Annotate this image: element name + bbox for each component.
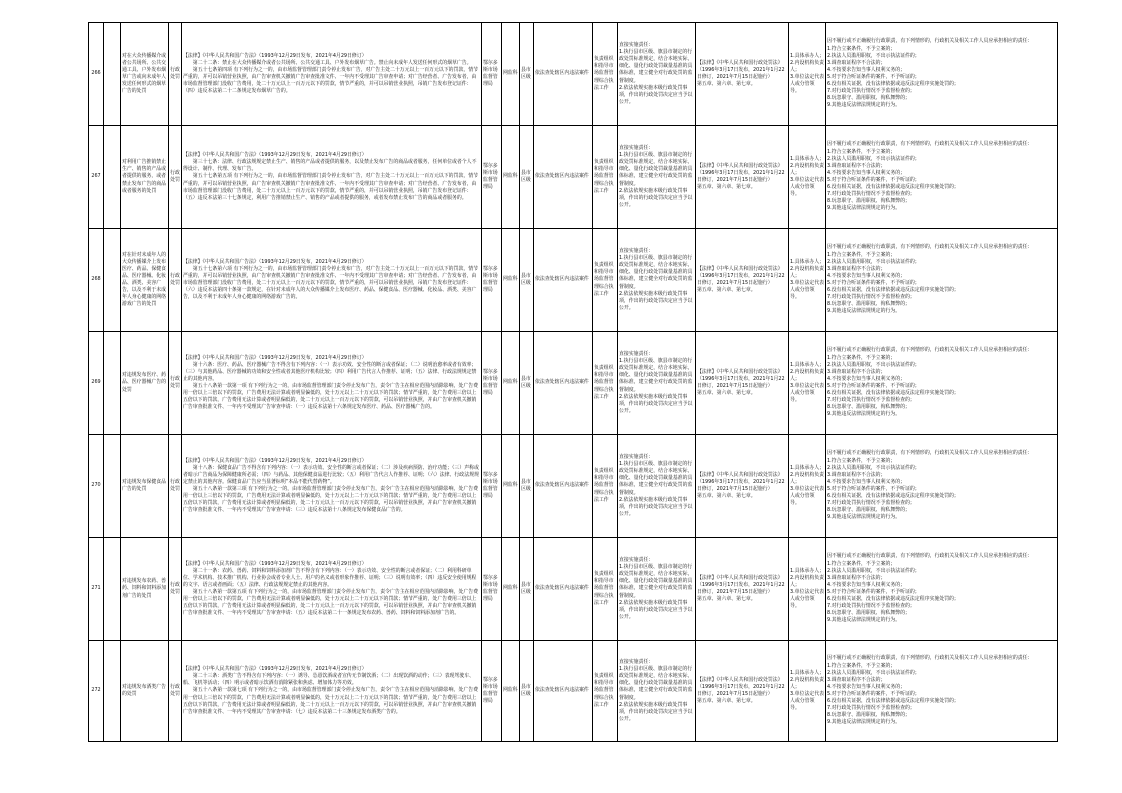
item-code: [104, 641, 121, 742]
accountability-cases-line: 4.不按要求告知当事人权利义务的；: [827, 169, 906, 176]
legal-basis: [182, 229, 482, 332]
exercise-level: 县市区级: [520, 332, 534, 435]
accountability-cases-line: 4.不按要求告知当事人权利义务的；: [827, 375, 906, 382]
responsible-duty: 负责组织和指导市场监督管理综合执法工作: [593, 641, 618, 742]
accountability-cases-line: 8.玩忽职守、滥用职权、徇私舞弊的；: [827, 95, 910, 102]
accountability-cases-line: 2.执法人员滥用职权，不出示执法证件的；: [827, 155, 920, 162]
accountability-cases-line: 8.玩忽职守、滥用职权、徇私舞弊的；: [827, 198, 910, 205]
accountability-cases-line: 9.其他违反法律法规规定的行为。: [827, 308, 901, 315]
direct-responsibility-line: 2.依法依规实施本级行政处罚事项，作出的行政处罚决定应当予以公开。: [619, 496, 693, 517]
accountability-cases-line: 6.没有相关证据，没有法律依据或违反法定程序实施处罚的；: [827, 81, 959, 88]
responsible-duty: 负责组织和指导市场监督管理综合执法工作: [593, 435, 618, 538]
exercise-scope: 依法查处辖区内违法案件: [534, 435, 593, 538]
accountable-persons: [789, 538, 826, 641]
legal-basis-line: 第十八条：保健食品广告不得含有下列内容：（一）表示功效、安全性的断言或者保证；（二）涉及疾病预防、治疗功能；（三）声称或者暗示广告商品为保障健康所必需；（四）与药品、其他保健食品进行比较；（五）利用广告代言人作推荐、证明；（六）法律、行政法规规定禁止的其他内容。保健食品广告应当显著标明“本品不能代替药物”。: [183, 464, 479, 485]
accountability-cases-line: 7.对行政处罚执行情况不予监督检查的；: [827, 397, 915, 404]
direct-responsibility-line: 1.执行县市区级、旗县市制定的行政处罚标准规定，结合本地实际，细化、量化行政处罚裁量基准的具体标准，建立健全对行政处罚的监督制度。: [619, 564, 693, 599]
accountability-cases-line: 4.不按要求告知当事人权利义务的；: [827, 478, 906, 485]
accountability-cases-line: 7.对行政处罚执行情况不予监督检查的；: [827, 88, 915, 95]
item-name: 对违规发布农药、兽药、饲料和饲料添加剂广告的处罚: [121, 538, 169, 641]
accountability-cases: [826, 23, 1058, 126]
direct-responsibility-line: 直接实施责任：: [619, 557, 654, 563]
enforcement-subject: 鄂尔多斯市场监督管理局: [482, 332, 502, 435]
accountability-cases-line: 因不履行或不正确履行行政职责，有下列情形的，行政机关及相关工作人员应承担相应的责任：: [827, 347, 1033, 354]
direct-responsibility-line: 2.依法依规实施本级行政处罚事项，作出的行政处罚决定应当予以公开。: [619, 187, 693, 208]
responsibility-basis: [696, 229, 789, 332]
row-number: 269: [89, 332, 104, 435]
responsibility-basis-line: 【法律】《中华人民共和国行政处罚法》（1996年3月17日发布，2021年1月22日修订，2021年7月15日起施行）: [697, 59, 785, 80]
table-row: [89, 229, 1058, 332]
accountability-cases-line: 7.对行政处罚执行情况不予监督检查的；: [827, 191, 915, 198]
direct-responsibility-line: 1.执行县市区级、旗县市制定的行政处罚标准规定，结合本地实际，细化、量化行政处罚裁量基准的具体标准，建立健全对行政处罚的监督制度。: [619, 666, 693, 701]
table-row: [89, 435, 1058, 538]
accountability-cases-line: 7.对行政处罚执行情况不予监督检查的；: [827, 500, 915, 507]
accountability-cases-line: 1.符合立案条件，不予立案的；: [827, 148, 896, 155]
responsibility-basis-line: 【法律】《中华人民共和国行政处罚法》（1996年3月17日发布，2021年1月22日修订，2021年7月15日起施行）: [697, 368, 785, 389]
legal-basis: [182, 23, 482, 126]
responsibility-basis: [696, 641, 789, 742]
item-name: 对违规发布保健食品广告的处罚: [121, 435, 169, 538]
accountability-cases-line: 2.执法人员滥用职权，不出示执法证件的；: [827, 464, 920, 471]
accountable-persons-line: 2.内设机构负责人；: [790, 471, 825, 485]
direct-responsibility-line: 直接实施责任：: [619, 454, 654, 460]
accountability-cases-line: 因不履行或不正确履行行政职责，有下列情形的，行政机关及相关工作人员应承担相应的责任：: [827, 655, 1033, 662]
responsible-duty: 负责组织和指导市场监督管理综合执法工作: [593, 229, 618, 332]
direct-responsibility-line: 2.依法依规实施本级行政处罚事项，作出的行政处罚决定应当予以公开。: [619, 290, 693, 311]
accountable-persons: [789, 435, 826, 538]
row-number: 272: [89, 641, 104, 742]
accountability-cases-line: 6.没有相关证据，没有法律依据或违反法定程序实施处罚的；: [827, 390, 959, 397]
exercise-scope: 依法查处辖区内违法案件: [534, 229, 593, 332]
responsibility-basis-line: 【法律】《中华人民共和国行政处罚法》（1996年3月17日发布，2021年1月22日修订，2021年7月15日起施行）: [697, 676, 785, 697]
responsibility-basis-line: 第五章、第六章、第七章。: [697, 81, 756, 88]
accountable-persons-line: 3.单位法定代表人或分管领导。: [790, 74, 825, 95]
responsible-dept: 网监科: [502, 641, 520, 742]
direct-responsibility: [618, 538, 696, 641]
accountability-cases-line: 3.调查取证程序不合法的；: [827, 471, 886, 478]
responsible-duty: 负责组织和指导市场监督管理综合执法工作: [593, 332, 618, 435]
row-number: 271: [89, 538, 104, 641]
responsibility-basis-line: 【法律】《中华人民共和国行政处罚法》（1996年3月17日发布，2021年1月22日修订，2021年7月15日起施行）: [697, 471, 785, 492]
accountability-cases-line: 9.其他违反法律法规规定的行为。: [827, 514, 901, 521]
direct-responsibility-line: 直接实施责任：: [619, 351, 654, 357]
table-body: [89, 23, 1058, 742]
accountable-persons-line: 1.具体承办人；: [790, 52, 825, 59]
item-type: 行政处罚: [169, 23, 182, 126]
direct-responsibility-line: 1.执行县市区级、旗县市制定的行政处罚标准规定，结合本地实际，细化、量化行政处罚裁量基准的具体标准，建立健全对行政处罚的监督制度。: [619, 358, 693, 393]
accountable-persons: [789, 229, 826, 332]
accountable-persons-line: 1.具体承办人；: [790, 669, 825, 676]
direct-responsibility-line: 2.依法依规实施本级行政处罚事项，作出的行政处罚决定应当予以公开。: [619, 84, 693, 105]
accountable-persons: [789, 641, 826, 742]
item-name: 对违规发布医疗、药品、医疗器械广告的处罚: [121, 332, 169, 435]
accountability-cases-line: 6.没有相关证据，没有法律依据或违反法定程序实施处罚的；: [827, 596, 959, 603]
item-name: 对在针对未成年人的大众传播媒介上发布医疗、药品、保健食品、医疗器械、化妆品、酒类、美容广告，以及不利于未成年人身心健康的网络游戏广告的处罚: [121, 229, 169, 332]
direct-responsibility-line: 2.依法依规实施本级行政处罚事项，作出的行政处罚决定应当予以公开。: [619, 599, 693, 620]
accountable-persons-line: 2.内设机构负责人；: [790, 676, 825, 690]
legal-basis-line: 第二十二条：禁止在大众传播媒介或者公共场所、公共交通工具、户外发布烟草广告。禁止向未成年人发送任何形式的烟草广告。: [192, 59, 472, 66]
enforcement-subject: 鄂尔多斯市场监督管理局: [482, 23, 502, 126]
legal-basis-line: 第十六条：医疗、药品、医疗器械广告不得含有下列内容：（一）表示功效、安全性的断言或者保证；（二）说明治愈率或者有效率；（三）与其他药品、医疗器械的功效和安全性或者其他医疗机构比较；（四）利用广告代言人作推荐、证明；（五）法律、行政法规规定禁止的其他内容。: [183, 361, 477, 382]
table-row: [89, 641, 1058, 742]
accountability-cases-line: 1.符合立案条件，不予立案的；: [827, 354, 896, 361]
item-type: 行政处罚: [169, 126, 182, 229]
responsibility-basis: [696, 435, 789, 538]
accountability-cases: [826, 435, 1058, 538]
responsibility-basis-line: 第五章、第六章、第七章。: [697, 390, 756, 397]
exercise-scope: 依法查处辖区内违法案件: [534, 641, 593, 742]
responsibility-basis-line: 【法律】《中华人民共和国行政处罚法》（1996年3月17日发布，2021年1月22日修订，2021年7月15日起施行）: [697, 162, 785, 183]
accountability-cases: [826, 229, 1058, 332]
legal-basis-line: 第五十七条第六项 有下列行为之一的，由市场监督管理部门责令停止发布广告，对广告主处二十万元以上一百万元以下的罚款，情节严重的，并可以吊销营业执照，由广告审查机关撤销广告审查批准文件、一年内不受理其广告审查申请；对广告经营者、广告发布者，由市场监督管理部门没收广告费用，处二十万元以上一百万元以下的罚款，情节严重的，并可以吊销营业执照，吊销广告发布登记证件：（六）违反本法第四十条第一款规定，在针对未成年人的大众传播媒介上发布医疗、药品、保健食品、医疗器械、化妆品、酒类、美容广告，以及不利于未成年人身心健康的网络游戏广告的。: [183, 265, 479, 301]
direct-responsibility-line: 1.执行县市区级、旗县市制定的行政处罚标准规定，结合本地实际，细化、量化行政处罚裁量基准的具体标准，建立健全对行政处罚的监督制度。: [619, 152, 693, 187]
exercise-level: 县市区级: [520, 126, 534, 229]
accountability-cases-line: 6.没有相关证据，没有法律依据或违反法定程序实施处罚的；: [827, 698, 959, 705]
accountability-cases-line: 8.玩忽职守、滥用职权、徇私舞弊的；: [827, 404, 910, 411]
direct-responsibility-line: 1.执行县市区级、旗县市制定的行政处罚标准规定，结合本地实际，细化、量化行政处罚裁量基准的具体标准，建立健全对行政处罚的监督制度。: [619, 49, 693, 84]
accountability-cases-line: 9.其他违反法律法规规定的行为。: [827, 205, 901, 212]
item-code: [104, 332, 121, 435]
accountable-persons-line: 2.内设机构负责人；: [790, 265, 825, 279]
direct-responsibility-line: 1.执行县市区级、旗县市制定的行政处罚标准规定，结合本地实际，细化、量化行政处罚裁量基准的具体标准，建立健全对行政处罚的监督制度。: [619, 461, 693, 496]
legal-basis-line: 【法律】《中华人民共和国广告法》（1993年12月29日发布，2021年4月29日修订）: [183, 560, 367, 567]
legal-basis-line: 第五十八条第一款第七项 有下列行为之一的，由市场监督管理部门责令停止发布广告，责令广告主在相应范围内消除影响，处广告费用一倍以上三倍以下的罚款，广告费用无法计算或者明显偏低的，处十万元以上二十万元以下的罚款；情节严重的，处广告费用三倍以上五倍以下的罚款，广告费用无法计算或者明显偏低的，处二十万元以上一百万元以下的罚款，可以吊销营业执照，并由广告审查机关撤销广告审查批准文件、一年内不受理其广告审查申请：（七）违反本法第二十三条规定发布酒类广告的。: [183, 687, 479, 715]
accountability-cases-line: 1.符合立案条件，不予立案的；: [827, 45, 896, 52]
accountability-cases-line: 6.没有相关证据，没有法律依据或违反法定程序实施处罚的；: [827, 493, 959, 500]
legal-basis: [182, 126, 482, 229]
legal-basis-line: 第五十七条第四项 有下列行为之一的，由市场监督管理部门责令停止发布广告，对广告主处二十万元以上一百万元以下的罚款，情节严重的，并可以吊销营业执照，由广告审查机关撤销广告审查批准文件、一年内不受理其广告审查申请；对广告经营者、广告发布者，由市场监督管理部门没收广告费用，处二十万元以上一百万元以下的罚款，情节严重的，并可以吊销营业执照，吊销广告发布登记证件：（四）违反本法第二十二条规定发布烟草广告的。: [183, 66, 479, 95]
accountability-cases-line: 2.执法人员滥用职权，不出示执法证件的；: [827, 52, 920, 59]
accountability-cases-line: 6.没有相关证据，没有法律依据或违反法定程序实施处罚的；: [827, 287, 959, 294]
direct-responsibility-line: 2.依法依规实施本级行政处罚事项，作出的行政处罚决定应当予以公开。: [619, 701, 693, 722]
accountability-cases-line: 5.对于符合听证条件的案件，不予听证的；: [827, 486, 920, 492]
accountability-cases-line: 4.不按要求告知当事人权利义务的；: [827, 581, 906, 588]
responsible-duty: 负责组织和指导市场监督管理综合执法工作: [593, 538, 618, 641]
accountability-cases-line: 8.玩忽职守、滥用职权、徇私舞弊的；: [827, 507, 910, 514]
legal-basis: [182, 435, 482, 538]
accountability-cases-line: 2.执法人员滥用职权，不出示执法证件的；: [827, 669, 920, 676]
exercise-level: 县市区级: [520, 641, 534, 742]
legal-basis-line: 第五十八条第一款第一项 有下列行为之一的，由市场监督管理部门责令停止发布广告，责令广告主在相应范围内消除影响，处广告费用一倍以上三倍以下的罚款，广告费用无法计算或者明显偏低的，处十万元以上二十万元以下的罚款；情节严重的，处广告费用三倍以上五倍以下的罚款，广告费用无法计算或者明显偏低的，处二十万元以上一百万元以下的罚款，可以吊销营业执照，并由广告审查机关撤销广告审查批准文件、一年内不受理其广告审查申请：（一）违反本法第十六条规定发布医疗、药品、医疗器械广告的。: [183, 383, 479, 411]
responsibility-basis-line: 【法律】《中华人民共和国行政处罚法》（1996年3月17日发布，2021年1月22日修订，2021年7月15日起施行）: [697, 574, 785, 595]
accountability-cases-line: 4.不按要求告知当事人权利义务的；: [827, 683, 906, 690]
direct-responsibility-line: 直接实施责任：: [619, 42, 654, 48]
accountable-persons-line: 1.具体承办人；: [790, 361, 825, 368]
accountability-cases-line: 因不履行或不正确履行行政职责，有下列情形的，行政机关及相关工作人员应承担相应的责任：: [827, 244, 1033, 251]
legal-basis-line: 【法律】《中华人民共和国广告法》（1993年12月29日发布，2021年4月29日修订）: [183, 354, 367, 361]
exercise-scope: 依法查处辖区内违法案件: [534, 538, 593, 641]
accountability-cases-line: 5.对于符合听证条件的案件，不予听证的；: [827, 383, 920, 389]
accountable-persons: [789, 126, 826, 229]
row-number: 267: [89, 126, 104, 229]
item-name: 对在大众传播媒介或者公共场所、公共交通工具、户外发布烟草广告或向未成年人发送任何形式的烟草广告的处罚: [121, 23, 169, 126]
accountability-cases: [826, 126, 1058, 229]
enforcement-subject: 鄂尔多斯市场监督管理局: [482, 229, 502, 332]
responsibility-basis-line: 第五章、第六章、第七章。: [697, 184, 756, 191]
legal-basis-line: 第三十七条：法律、行政法规规定禁止生产、销售的产品或者提供的服务，以及禁止发布广告的商品或者服务，任何单位或者个人不得设计、制作、代理、发布广告。: [183, 159, 477, 173]
accountability-cases-line: 因不履行或不正确履行行政职责，有下列情形的，行政机关及相关工作人员应承担相应的责任：: [827, 141, 1033, 148]
accountability-cases-line: 9.其他违反法律法规规定的行为。: [827, 102, 901, 109]
accountability-cases-line: 9.其他违反法律法规规定的行为。: [827, 719, 901, 726]
exercise-scope: 依法查处辖区内违法案件: [534, 23, 593, 126]
accountability-cases-line: 因不履行或不正确履行行政职责，有下列情形的，行政机关及相关工作人员应承担相应的责任：: [827, 38, 1033, 45]
row-number: 266: [89, 23, 104, 126]
responsibility-basis: [696, 126, 789, 229]
responsible-duty: 负责组织和指导市场监督管理综合执法工作: [593, 23, 618, 126]
responsibility-basis-line: 第五章、第六章、第七章。: [697, 698, 756, 705]
accountable-persons-line: 3.单位法定代表人或分管领导。: [790, 177, 825, 198]
direct-responsibility-line: 2.依法依规实施本级行政处罚事项，作出的行政处罚决定应当予以公开。: [619, 393, 693, 414]
accountability-cases-line: 8.玩忽职守、滥用职权、徇私舞弊的；: [827, 301, 910, 308]
exercise-scope: 依法查处辖区内违法案件: [534, 126, 593, 229]
accountability-cases-line: 5.对于符合听证条件的案件，不予听证的；: [827, 74, 920, 80]
item-code: [104, 229, 121, 332]
accountability-cases-line: 5.对于符合听证条件的案件，不予听证的；: [827, 691, 920, 697]
responsible-dept: 网监科: [502, 538, 520, 641]
accountability-cases-line: 9.其他违反法律法规规定的行为。: [827, 617, 901, 624]
accountability-cases-line: 4.不按要求告知当事人权利义务的；: [827, 272, 906, 279]
direct-responsibility: [618, 126, 696, 229]
accountability-cases-line: 3.调查取证程序不合法的；: [827, 265, 886, 272]
legal-basis-line: 【法律】《中华人民共和国广告法》（1993年12月29日发布，2021年4月29日修订）: [183, 52, 367, 59]
accountability-cases-line: 5.对于符合听证条件的案件，不予听证的；: [827, 280, 920, 286]
item-type: 行政处罚: [169, 641, 182, 742]
direct-responsibility: [618, 229, 696, 332]
item-type: 行政处罚: [169, 229, 182, 332]
direct-responsibility-line: 直接实施责任：: [619, 145, 654, 151]
accountability-cases-line: 2.执法人员滥用职权，不出示执法证件的；: [827, 567, 920, 574]
accountability-cases-line: 1.符合立案条件，不予立案的；: [827, 251, 896, 258]
legal-basis: [182, 332, 482, 435]
exercise-level: 县市区级: [520, 229, 534, 332]
item-code: [104, 126, 121, 229]
accountable-persons-line: 2.内设机构负责人；: [790, 368, 825, 382]
table-row: [89, 23, 1058, 126]
accountability-cases-line: 8.玩忽职守、滥用职权、徇私舞弊的；: [827, 712, 910, 719]
accountable-persons-line: 1.具体承办人；: [790, 155, 825, 162]
item-name: 对利用广告推销禁止生产、销售的产品或者提供的服务，或者禁止发布广告的商品或者服务的处罚: [121, 126, 169, 229]
responsibility-basis-line: 第五章、第六章、第七章。: [697, 493, 756, 500]
direct-responsibility: [618, 641, 696, 742]
item-code: [104, 538, 121, 641]
accountable-persons-line: 1.具体承办人；: [790, 464, 825, 471]
accountability-cases-line: 因不履行或不正确履行行政职责，有下列情形的，行政机关及相关工作人员应承担相应的责任：: [827, 450, 1033, 457]
responsibility-basis-line: 第五章、第六章、第七章。: [697, 287, 756, 294]
responsible-dept: 网监科: [502, 229, 520, 332]
accountable-persons-line: 3.单位法定代表人或分管领导。: [790, 589, 825, 610]
legal-basis-line: 第五十八条第一款第三项 有下列行为之一的，由市场监督管理部门责令停止发布广告，责令广告主在相应范围内消除影响，处广告费用一倍以上三倍以下的罚款，广告费用无法计算或者明显偏低的，处十万元以上二十万元以下的罚款；情节严重的，处广告费用三倍以上五倍以下的罚款，广告费用无法计算或者明显偏低的，处二十万元以上一百万元以下的罚款，可以吊销营业执照，并由广告审查机关撤销广告审查批准文件、一年内不受理其广告审查申请：（三）违反本法第十八条规定发布保健食品广告的。: [183, 486, 479, 514]
exercise-level: 县市区级: [520, 23, 534, 126]
exercise-level: 县市区级: [520, 435, 534, 538]
accountability-cases-line: 4.不按要求告知当事人权利义务的；: [827, 66, 906, 73]
table-row: [89, 538, 1058, 641]
direct-responsibility: [618, 332, 696, 435]
legal-basis-line: 第五十七条第五项 有下列行为之一的，由市场监督管理部门责令停止发布广告，对广告主处二十万元以上一百万元以下的罚款，情节严重的，并可以吊销营业执照，由广告审查机关撤销广告审查批准文件、一年内不受理其广告审查申请；对广告经营者、广告发布者，由市场监督管理部门没收广告费用，处二十万元以上一百万元以下的罚款，情节严重的，并可以吊销营业执照，吊销广告发布登记证件：（五）违反本法第三十七条规定，利用广告推销禁止生产、销售的产品或者提供的服务，或者发布禁止发布广告的商品或者服务的。: [183, 173, 479, 201]
direct-responsibility-line: 直接实施责任：: [619, 248, 654, 254]
item-type: 行政处罚: [169, 538, 182, 641]
accountability-cases-line: 7.对行政处罚执行情况不予监督检查的；: [827, 603, 915, 610]
accountable-persons: [789, 23, 826, 126]
responsible-duty: 负责组织和指导市场监督管理综合执法工作: [593, 126, 618, 229]
accountability-cases-line: 8.玩忽职守、滥用职权、徇私舞弊的；: [827, 610, 910, 617]
legal-basis-line: 【法律】《中华人民共和国广告法》（1993年12月29日发布，2021年4月29日修订）: [183, 457, 367, 464]
accountable-persons-line: 1.具体承办人；: [790, 567, 825, 574]
accountable-persons-line: 3.单位法定代表人或分管领导。: [790, 486, 825, 507]
legal-basis-line: 第二十一条：农药、兽药、饲料和饲料添加剂广告不得含有下列内容：（一）表示功效、安全性的断言或者保证；（二）利用科研单位、学术机构、技术推广机构、行业协会或者专业人士、用户的名义或者形象作推荐、证明；（三）说明有效率；（四）违反安全使用规程的文字、语言或者画面；（五）法律、行政法规规定禁止的其他内容。: [183, 567, 477, 588]
accountable-persons-line: 2.内设机构负责人；: [790, 162, 825, 176]
accountability-cases-line: 7.对行政处罚执行情况不予监督检查的；: [827, 705, 915, 712]
accountability-cases: [826, 538, 1058, 641]
responsible-dept: 网监科: [502, 126, 520, 229]
accountable-persons-line: 3.单位法定代表人或分管领导。: [790, 383, 825, 404]
responsibility-basis: [696, 538, 789, 641]
accountability-cases-line: 1.符合立案条件，不予立案的；: [827, 662, 896, 669]
responsibility-basis-line: 【法律】《中华人民共和国行政处罚法》（1996年3月17日发布，2021年1月22日修订，2021年7月15日起施行）: [697, 265, 785, 286]
row-number: 270: [89, 435, 104, 538]
enforcement-subject: 鄂尔多斯市场监督管理局: [482, 641, 502, 742]
responsible-dept: 网监科: [502, 23, 520, 126]
item-code: [104, 23, 121, 126]
accountability-cases: [826, 641, 1058, 742]
accountability-cases-line: 1.符合立案条件，不予立案的；: [827, 560, 896, 567]
accountable-persons-line: 3.单位法定代表人或分管领导。: [790, 280, 825, 301]
item-type: 行政处罚: [169, 435, 182, 538]
accountability-cases-line: 3.调查取证程序不合法的；: [827, 59, 886, 66]
responsibility-basis: [696, 23, 789, 126]
legal-basis: [182, 641, 482, 742]
accountability-cases-line: 9.其他违反法律法规规定的行为。: [827, 411, 901, 418]
legal-basis-line: 【法律】《中华人民共和国广告法》（1993年12月29日发布，2021年4月29日修订）: [183, 258, 367, 265]
legal-basis: [182, 538, 482, 641]
accountable-persons-line: 3.单位法定代表人或分管领导。: [790, 691, 825, 712]
accountability-cases-line: 因不履行或不正确履行行政职责，有下列情形的，行政机关及相关工作人员应承担相应的责任：: [827, 553, 1033, 560]
responsible-dept: 网监科: [502, 435, 520, 538]
enforcement-subject: 鄂尔多斯市场监督管理局: [482, 435, 502, 538]
legal-basis-line: 【法律】《中华人民共和国广告法》（1993年12月29日发布，2021年4月29日修订）: [183, 666, 367, 673]
legal-basis-line: 【法律】《中华人民共和国广告法》（1993年12月29日发布，2021年4月29日修订）: [183, 152, 367, 159]
accountability-cases-line: 3.调查取证程序不合法的；: [827, 368, 886, 375]
accountability-cases-line: 3.调查取证程序不合法的；: [827, 676, 886, 683]
accountability-cases: [826, 332, 1058, 435]
exercise-scope: 依法查处辖区内违法案件: [534, 332, 593, 435]
accountability-cases-line: 5.对于符合听证条件的案件，不予听证的；: [827, 177, 920, 183]
responsibility-basis-line: 第五章、第六章、第七章。: [697, 596, 756, 603]
enforcement-table: [88, 22, 1058, 742]
accountability-cases-line: 7.对行政处罚执行情况不予监督检查的；: [827, 294, 915, 301]
accountability-cases-line: 2.执法人员滥用职权，不出示执法证件的；: [827, 258, 920, 265]
table-row: [89, 126, 1058, 229]
accountability-cases-line: 3.调查取证程序不合法的；: [827, 574, 886, 581]
accountability-cases-line: 5.对于符合听证条件的案件，不予听证的；: [827, 589, 920, 595]
direct-responsibility: [618, 23, 696, 126]
enforcement-subject: 鄂尔多斯市场监督管理局: [482, 538, 502, 641]
responsibility-basis: [696, 332, 789, 435]
row-number: 268: [89, 229, 104, 332]
accountable-persons: [789, 332, 826, 435]
accountable-persons-line: 2.内设机构负责人；: [790, 59, 825, 73]
accountable-persons-line: 1.具体承办人；: [790, 258, 825, 265]
table-row: [89, 332, 1058, 435]
responsible-dept: 网监科: [502, 332, 520, 435]
legal-basis-line: 第五十八条第一款第五项 有下列行为之一的，由市场监督管理部门责令停止发布广告，责令广告主在相应范围内消除影响，处广告费用一倍以上三倍以下的罚款，广告费用无法计算或者明显偏低的，处十万元以上二十万元以下的罚款；情节严重的，处广告费用三倍以上五倍以下的罚款，广告费用无法计算或者明显偏低的，处二十万元以上一百万元以下的罚款，可以吊销营业执照，并由广告审查机关撤销广告审查批准文件、一年内不受理其广告审查申请：（五）违反本法第二十一条规定发布农药、兽药、饲料和饲料添加剂广告的。: [183, 589, 479, 617]
accountability-cases-line: 3.调查取证程序不合法的；: [827, 162, 886, 169]
accountability-cases-line: 2.执法人员滥用职权，不出示执法证件的；: [827, 361, 920, 368]
legal-basis-line: 第二十三条：酒类广告不得含有下列内容：（一）诱导、怂恿饮酒或者宣传无节制饮酒；（二）出现饮酒的动作；（三）表现驾驶车、船、飞机等活动；（四）明示或者暗示饮酒有消除紧张和焦虑、增加体力等功效。: [183, 673, 474, 687]
exercise-level: 县市区级: [520, 538, 534, 641]
item-type: 行政处罚: [169, 332, 182, 435]
item-code: [104, 435, 121, 538]
direct-responsibility-line: 直接实施责任：: [619, 659, 654, 665]
enforcement-subject: 鄂尔多斯市场监督管理局: [482, 126, 502, 229]
item-name: 对违规发布酒类广告的处罚: [121, 641, 169, 742]
direct-responsibility-line: 1.执行县市区级、旗县市制定的行政处罚标准规定，结合本地实际，细化、量化行政处罚裁量基准的具体标准，建立健全对行政处罚的监督制度。: [619, 255, 693, 290]
accountability-cases-line: 1.符合立案条件，不予立案的；: [827, 457, 896, 464]
accountability-cases-line: 6.没有相关证据，没有法律依据或违反法定程序实施处罚的；: [827, 184, 959, 191]
direct-responsibility: [618, 435, 696, 538]
accountable-persons-line: 2.内设机构负责人；: [790, 574, 825, 588]
